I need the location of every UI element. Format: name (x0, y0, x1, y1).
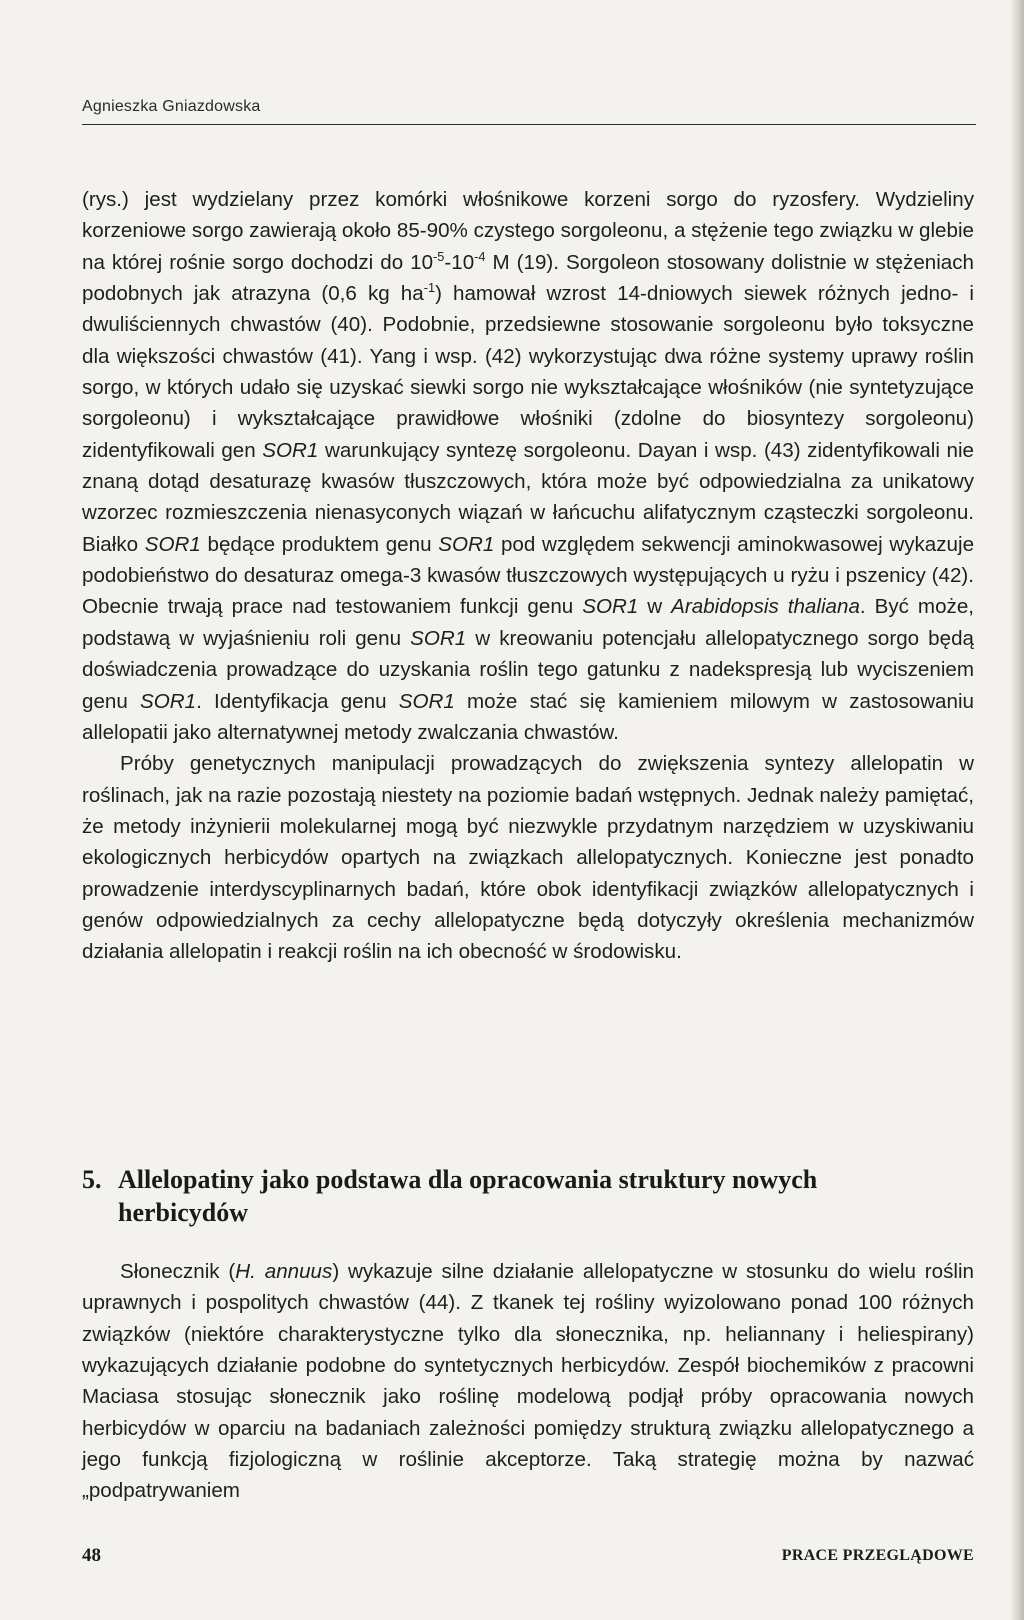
body-text-top (82, 184, 974, 968)
section-number: 5. (82, 1165, 102, 1194)
running-head-author: Agnieszka Gniazdowska (82, 98, 261, 115)
section-heading (82, 1163, 974, 1229)
section-title: Allelopatiny jako podstawa dla opracowania struktury nowych herbicydów (118, 1165, 818, 1227)
paragraph-3: Słonecznik (H. annuus) wykazuje silne działanie allelopatyczne w stosunku do wielu roślin uprawnych i pospolitych chwastów (44). Z tkanek tej rośliny wyizolowano ponad 100 różnych związków (niektóre charakterystyczne tylko dla słonecznika, np. heliannany i heliespirany) wykazujących działanie podobne do syntetycznych herbicydów. Zespół biochemików z pracowni Maciasa stosując słonecznik jako roślinę modelową podjął próby opracowania nowych herbicydów w oparciu na badaniach zależności pomiędzy strukturą związku allelopatycznego a jego funkcją fizjologiczną w roślinie akceptorze. Taką strategię można by nazwać „podpatrywaniem (82, 1260, 974, 1503)
paragraph-2: Próby genetycznych manipulacji prowadzących do zwiększenia syntezy allelopatin w roślinach, jak na razie pozostają niestety na poziomie badań wstępnych. Jednak należy pamiętać, że metody inżynierii molekularnej mogą być niezwykle przydatnym narzędziem w uzyskiwaniu ekologicznych herbicydów opartych na związkach allelopatycznych. Konieczne jest ponadto prowadzenie interdyscyplinarnych badań, które obok identyfikacji związków allelopatycznych i genów odpowiedzialnych za cechy allelopatyczne będą dotyczyły określenia mechanizmów działania allelopatin i reakcji roślin na ich obecność w środowisku. (82, 752, 974, 964)
body-text-bottom (82, 1256, 974, 1507)
page-edge-shadow (1010, 0, 1024, 1620)
header-rule (82, 124, 976, 125)
paragraph-1: (rys.) jest wydzielany przez komórki włośnikowe korzeni sorgo do ryzosfery. Wydzieliny korzeniowe sorgo zawierają około 85-90% czystego sorgoleonu, a stężenie tego związku w glebie na której rośnie sorgo dochodzi do $10^{-5}-10^{-4}$ M (19). Sorgoleon stosowany dolistnie w stężeniach podobnych jak atrazyna (0,6 kg $ha^{-1}$) hamował wzrost 14-dniowych siewek różnych jedno- i dwuliściennych chwastów (40). Podobnie, przedsiewne stosowanie sorgoleonu było toksyczne dla większości chwastów (41). Yang i wsp. (42) wykorzystując dwa różne systemy uprawy roślin sorgo, w których udało się uzyskać siewki sorgo nie wykształcające włośników (nie syntetyzujące sorgoleonu) i wykształcające prawidłowe włośniki (zdolne do biosyntezy sorgoleonu) zidentyfikowali gen SOR1 warunkujący syntezę sorgoleonu. Dayan i wsp. (43) zidentyfikowali nie znaną dotąd desaturazę kwasów tłuszczowych, która może być odpowiedzialna za unikatowy wzorzec rozmieszczenia nienasyconych wiązań w łańcuchu alifatycznym cząsteczki sorgoleonu. Białko SOR1 będące produktem genu SOR1 pod względem sekwencji aminokwasowej wykazuje podobieństwo do desaturaz omega-3 kwasów tłuszczowych występujących u ryżu i pszenicy (42). Obecnie trwają prace nad testowaniem funkcji genu SOR1 w Arabidopsis thaliana. Być może, podstawą w wyjaśnieniu roli genu SOR1 w kreowaniu potencjału allelopatycznego sorgo będą doświadczenia prowadzące do uzyskania roślin tego gatunku z nadekspresją lub wyciszeniem genu SOR1. Identyfikacja genu SOR1 może stać się kamieniem milowym w zastosowaniu allelopatii jako alternatywnej metody zwalczania chwastów. (82, 188, 975, 744)
page-number: 48 (82, 1545, 101, 1566)
journal-name: PRACE PRZEGLĄDOWE (781, 1547, 974, 1564)
